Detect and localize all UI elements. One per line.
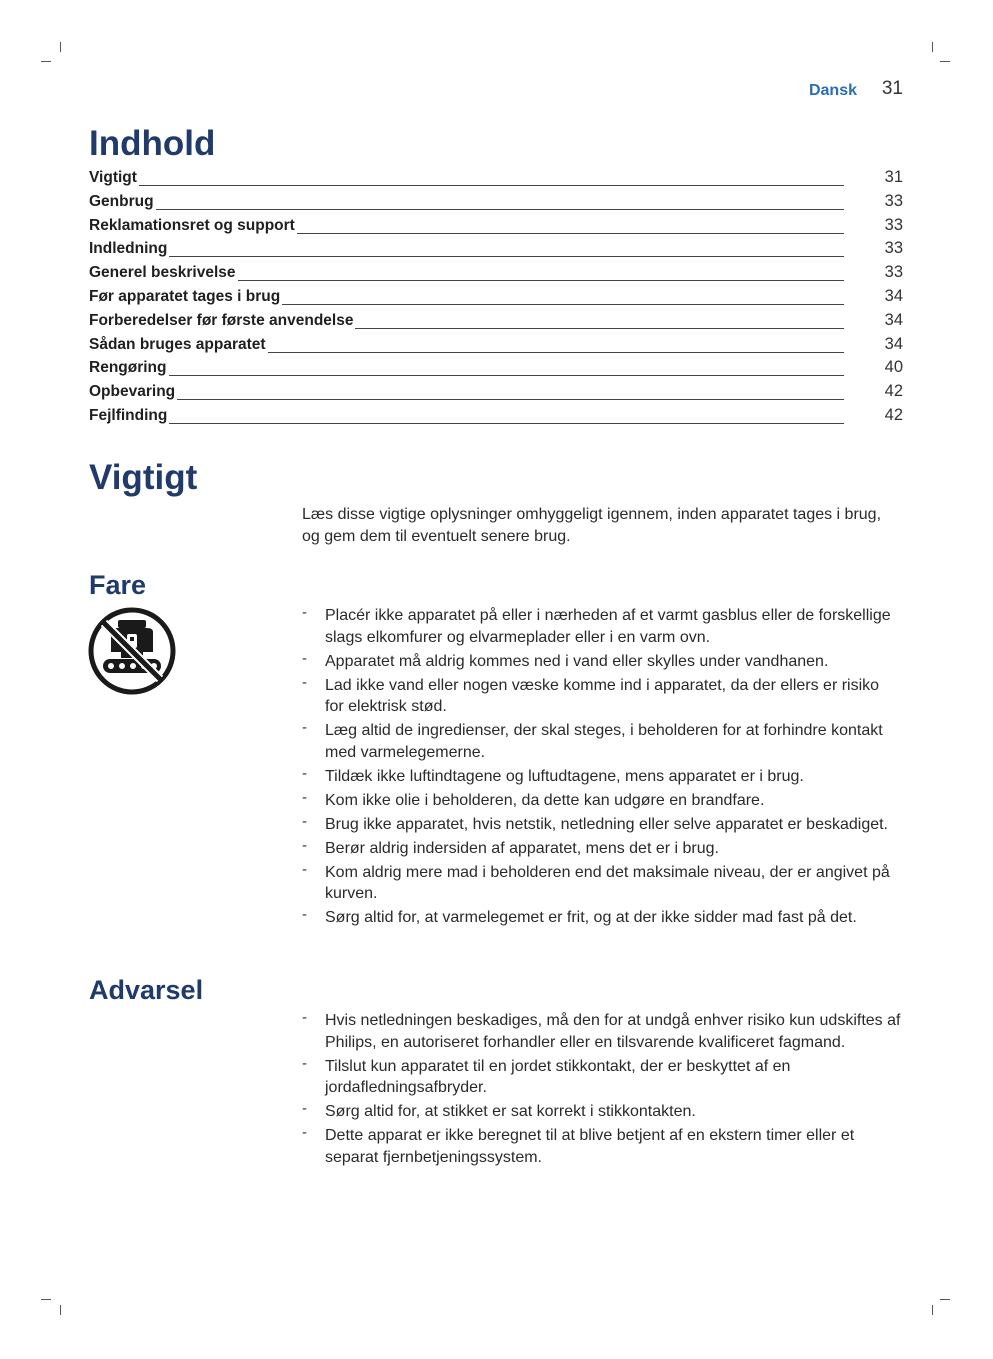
list-item xyxy=(302,605,902,648)
toc-entry-label: Reklamationsret og support xyxy=(89,216,295,234)
toc-entry-label: Indledning xyxy=(89,240,168,258)
list-item xyxy=(302,651,902,673)
list-item-text: Sørg altid for, at stikket er sat korrekt i stikkontakten. xyxy=(325,1103,696,1120)
toc-entry-page: 40 xyxy=(884,358,903,377)
crop-mark xyxy=(932,42,933,52)
list-item xyxy=(302,838,902,860)
crop-mark xyxy=(60,1305,61,1315)
toc-entry[interactable] xyxy=(89,404,903,428)
list-item-text: Tilslut kun apparatet til en jordet stikkontakt, der er beskyttet af en jordafledningsafbryder. xyxy=(325,1057,791,1096)
toc-leader-line xyxy=(89,375,844,376)
crop-mark xyxy=(41,61,51,62)
toc-entry-page: 34 xyxy=(884,286,903,305)
toc-entry-page: 42 xyxy=(884,382,903,401)
toc-heading: Indhold xyxy=(89,124,216,163)
crop-mark xyxy=(940,1299,950,1300)
no-immersion-icon xyxy=(87,606,177,696)
toc-entry-page: 33 xyxy=(884,215,903,234)
toc-entry[interactable] xyxy=(89,214,903,238)
toc-entry[interactable] xyxy=(89,309,903,333)
crop-mark xyxy=(932,1305,933,1315)
bullet-dash: - xyxy=(302,604,307,621)
bullet-dash: - xyxy=(302,719,307,736)
list-item xyxy=(302,790,902,812)
toc-leader-line xyxy=(89,423,844,424)
list-item xyxy=(302,814,902,836)
language-label: Dansk xyxy=(808,82,857,99)
crop-mark xyxy=(60,42,61,52)
list-item-text: Brug ikke apparatet, hvis netstik, netledning eller selve apparatet er beskadiget. xyxy=(325,815,888,833)
table-of-contents xyxy=(89,166,903,428)
toc-entry-label: Genbrug xyxy=(89,192,154,210)
list-item-text: Tildæk ikke luftindtagene og luftudtagene, mens apparatet er i brug. xyxy=(325,767,804,785)
list-item xyxy=(302,862,902,905)
bullet-dash: - xyxy=(302,1009,307,1026)
bullet-dash: - xyxy=(302,836,307,854)
list-item-text: Dette apparat er ikke beregnet til at blive betjent af en ekstern timer eller et separat fjernbetjeningssystem. xyxy=(325,1127,855,1166)
list-item-text: Berør aldrig indersiden af apparatet, mens det er i brug. xyxy=(325,839,719,857)
list-item xyxy=(302,1010,902,1053)
bullet-dash: - xyxy=(302,673,307,691)
bullet-dash: - xyxy=(302,1124,307,1141)
toc-entry[interactable] xyxy=(89,333,903,357)
toc-entry[interactable] xyxy=(89,166,903,190)
toc-leader-line xyxy=(89,256,844,257)
toc-entry-label: Sådan bruges apparatet xyxy=(89,335,266,353)
danger-heading: Fare xyxy=(89,570,147,600)
important-intro: Læs disse vigtige oplysninger omhyggeligt igennem, inden apparatet tages i brug, og gem dem til eventuelt senere brug. xyxy=(302,506,882,545)
danger-list xyxy=(302,605,902,931)
toc-entry-page: 33 xyxy=(884,263,903,282)
toc-leader-line xyxy=(89,209,844,210)
toc-entry[interactable] xyxy=(89,237,903,261)
toc-leader-line xyxy=(89,185,844,186)
toc-entry-label: Forberedelser før første anvendelse xyxy=(89,311,354,329)
bullet-dash: - xyxy=(302,764,307,782)
crop-mark xyxy=(940,61,950,62)
toc-entry-page: 34 xyxy=(884,334,903,353)
warning-heading: Advarsel xyxy=(89,975,204,1005)
toc-entry-label: Før apparatet tages i brug xyxy=(89,287,281,305)
toc-entry-label: Fejlfinding xyxy=(89,406,168,424)
list-item-text: Sørg altid for, at varmelegemet er frit, og at der ikke sidder mad fast på det. xyxy=(325,909,857,926)
bullet-dash: - xyxy=(302,860,307,878)
list-item-text: Placér ikke apparatet på eller i nærheden af et varmt gasblus eller de forskellige slags elkomfurer og elvarmeplader eller i en varm ovn. xyxy=(325,607,891,646)
toc-entry[interactable] xyxy=(89,261,903,285)
list-item-text: Hvis netledningen beskadiges, må den for at undgå enhver risiko kun udskiftes af Philips, en autoriseret forhandler eller en tilsvarende kvalificeret fagmand. xyxy=(325,1012,901,1051)
list-item xyxy=(302,907,902,929)
toc-entry-label: Opbevaring xyxy=(89,383,176,401)
toc-entry-page: 42 xyxy=(884,405,903,424)
toc-entry[interactable] xyxy=(89,190,903,214)
bullet-dash: - xyxy=(302,906,307,923)
toc-entry[interactable] xyxy=(89,380,903,404)
list-item-text: Kom aldrig mere mad i beholderen end det maksimale niveau, der er angivet på kurven. xyxy=(325,863,890,902)
toc-entry-label: Rengøring xyxy=(89,359,167,377)
list-item-text: Kom ikke olie i beholderen, da dette kan udgøre en brandfare. xyxy=(325,791,765,809)
toc-entry-page: 31 xyxy=(884,168,903,186)
toc-entry[interactable] xyxy=(89,356,903,380)
toc-entry-page: 34 xyxy=(884,310,903,329)
toc-entry-label: Generel beskrivelse xyxy=(89,264,236,282)
list-item-text: Lad ikke vand eller nogen væske komme ind i apparatet, da der ellers er risiko for elektrisk stød. xyxy=(325,676,880,715)
list-item xyxy=(302,675,902,718)
bullet-dash: - xyxy=(302,1054,307,1072)
list-item-text: Apparatet må aldrig kommes ned i vand eller skylles under vandhanen. xyxy=(325,652,829,670)
bullet-dash: - xyxy=(302,788,307,806)
warning-list xyxy=(302,1010,902,1171)
toc-leader-line xyxy=(89,399,844,400)
toc-entry-page: 33 xyxy=(884,191,903,210)
bullet-dash: - xyxy=(302,649,307,667)
toc-entry-label: Vigtigt xyxy=(89,169,137,186)
list-item xyxy=(302,1125,902,1168)
bullet-dash: - xyxy=(302,1100,307,1117)
list-item xyxy=(302,766,902,788)
list-item-text: Læg altid de ingredienser, der skal steges, i beholderen for at forhindre kontakt med varmelegemerne. xyxy=(325,722,883,761)
toc-entry-page: 33 xyxy=(884,239,903,258)
toc-entry[interactable] xyxy=(89,285,903,309)
list-item xyxy=(302,1101,902,1123)
page-number: 31 xyxy=(881,78,903,99)
important-heading: Vigtigt xyxy=(89,458,198,497)
list-item xyxy=(302,1056,902,1099)
bullet-dash: - xyxy=(302,812,307,830)
list-item xyxy=(302,720,902,763)
crop-mark xyxy=(41,1299,51,1300)
